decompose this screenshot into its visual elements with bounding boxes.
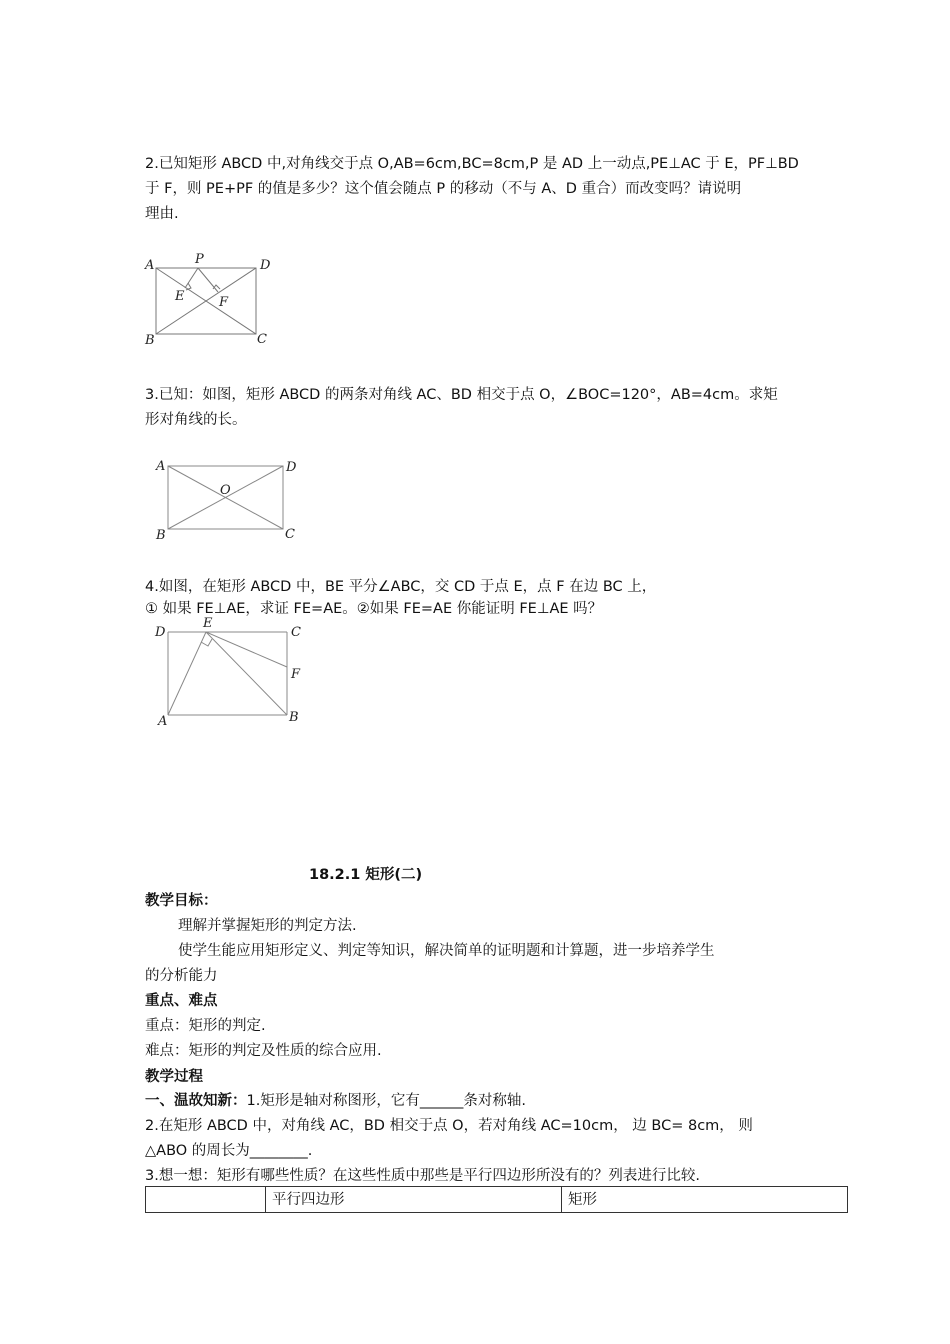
table-header-parallelogram: 平行四边形: [266, 1187, 562, 1212]
fig2-label-p: P: [195, 252, 204, 267]
problem3-figure: [150, 455, 310, 547]
fig3-label-a: A: [156, 459, 166, 474]
problem4-line1: 4.如图，在矩形 ABCD 中，BE 平分∠ABC，交 CD 于点 E，点 F 在边 BC 上，: [145, 579, 657, 595]
review-item-2a: 2.在矩形 ABCD 中，对角线 AC，BD 相交于点 O，若对角线 AC=10cm， 边 BC= 8cm， 则: [145, 1118, 753, 1134]
problem2-line3: 理由.: [145, 206, 179, 222]
fig4-label-f: F: [291, 667, 301, 682]
table-header-empty: [146, 1187, 266, 1212]
review-item-2b: △ABO 的周长为________.: [145, 1143, 313, 1159]
goal-2a: 使学生能应用矩形定义、判定等知识，解决简单的证明题和计算题，进一步培养学生: [178, 943, 715, 959]
problem4-figure: [150, 615, 310, 730]
review-item-1: 1.矩形是轴对称图形，它有______条对称轴.: [246, 1093, 526, 1109]
problem2-line2: 于 F，则 PE+PF 的值是多少？这个值会随点 P 的移动（不与 A、D 重合）而改变吗？请说明: [145, 181, 742, 197]
problem3-line2: 形对角线的长。: [145, 412, 247, 428]
problem2-figure: [140, 248, 280, 350]
fig2-label-a: A: [145, 258, 155, 273]
fig2-label-e: E: [175, 289, 185, 304]
difficulty-point: 难点：矩形的判定及性质的综合应用.: [145, 1043, 382, 1059]
problem3-line1: 3.已知：如图，矩形 ABCD 的两条对角线 AC、BD 相交于点 O，∠BOC=120°，AB=4cm。求矩: [145, 387, 778, 403]
key-heading: 重点、难点: [145, 993, 218, 1009]
review-item-3: 3.想一想：矩形有哪些性质？在这些性质中那些是平行四边形所没有的？列表进行比较.: [145, 1168, 700, 1184]
fig4-label-a: A: [158, 714, 168, 729]
process-heading: 教学过程: [145, 1069, 203, 1085]
fig3-label-b: B: [156, 528, 166, 543]
review-heading: 一、温故知新：: [145, 1093, 247, 1109]
fig3-label-c: C: [285, 527, 295, 542]
fig4-label-e: E: [203, 616, 213, 631]
fig2-label-f: F: [219, 295, 229, 310]
fig4-label-d: D: [155, 625, 166, 640]
goal-1: 理解并掌握矩形的判定方法.: [178, 918, 357, 934]
problem4-line2: ① 如果 FE⊥AE，求证 FE=AE。②如果 FE=AE 你能证明 FE⊥AE 吗？: [145, 601, 603, 617]
goal-2b: 的分析能力: [145, 968, 218, 984]
fig2-label-d: D: [260, 258, 271, 273]
comparison-table: [145, 1186, 848, 1213]
table-header-rectangle: 矩形: [568, 1192, 597, 1208]
fig2-label-c: C: [257, 332, 267, 347]
problem2-line1: 2.已知矩形 ABCD 中,对角线交于点 O,AB=6cm,BC=8cm,P 是 AD 上一动点,PE⊥AC 于 E，PF⊥BD: [145, 156, 799, 172]
lesson-title: 18.2.1 矩形(二): [309, 867, 423, 883]
key-point: 重点：矩形的判定.: [145, 1018, 266, 1034]
fig3-label-o: O: [220, 483, 231, 498]
fig4-label-b: B: [289, 710, 299, 725]
review-line1: [145, 1091, 526, 1111]
goals-heading: 教学目标：: [145, 893, 218, 909]
fig2-label-b: B: [145, 333, 155, 348]
fig4-label-c: C: [291, 625, 301, 640]
fig3-label-d: D: [286, 460, 297, 475]
